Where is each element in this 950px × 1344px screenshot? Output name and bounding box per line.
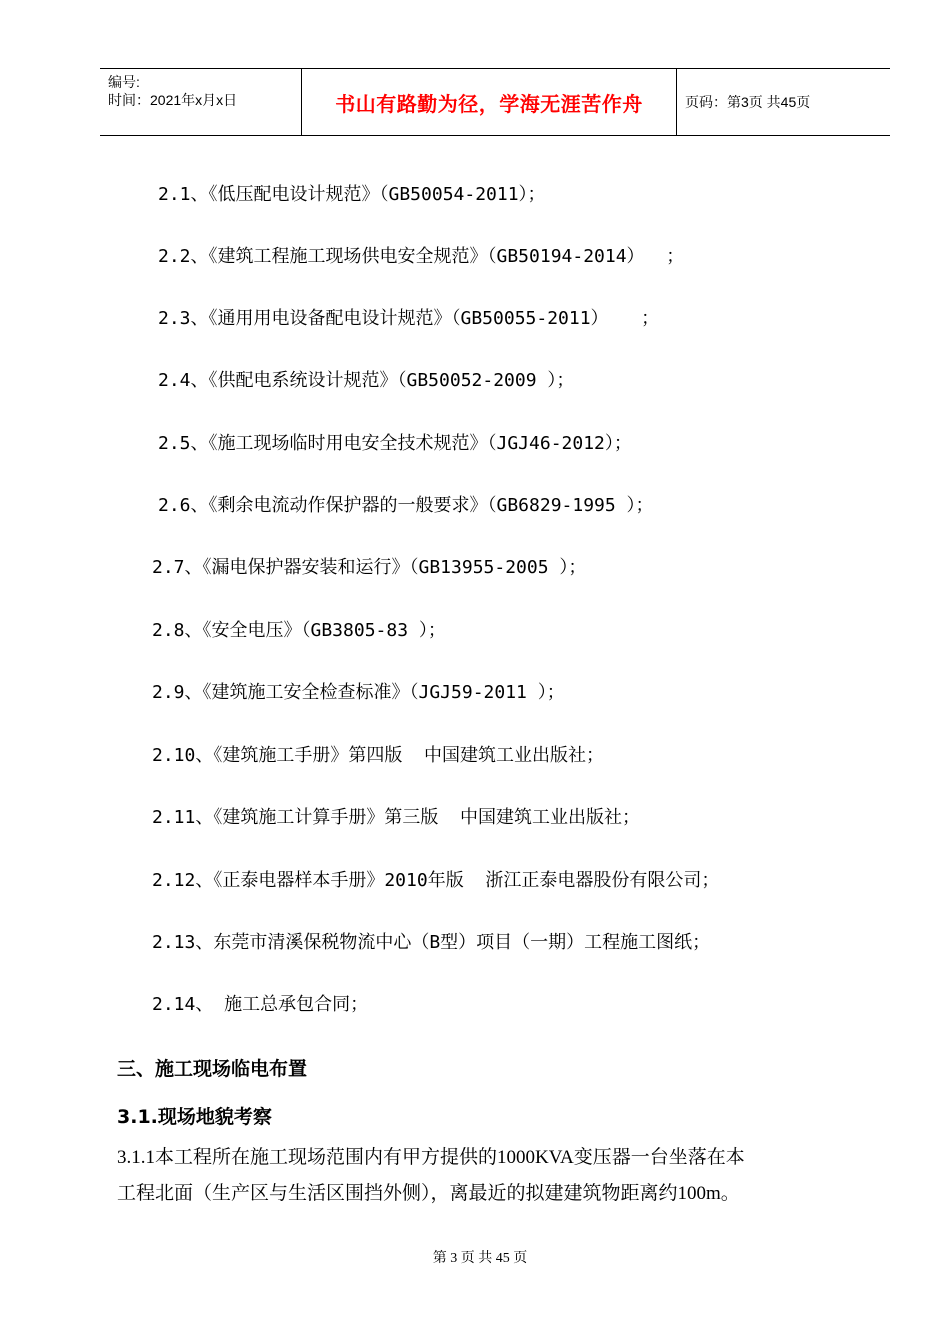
- reference-item: 2.7、《漏电保护器安装和运行》（GB13955-2005 ）；: [152, 557, 587, 578]
- reference-item: 2.3、《通用用电设备配电设计规范》（GB50055-2011） ；: [158, 308, 660, 329]
- page-header: [100, 68, 890, 136]
- reference-item: 2.5、《施工现场临时用电安全技术规范》（JGJ46-2012）；: [158, 433, 632, 454]
- reference-item: 2.14、 施工总承包合同；: [152, 994, 369, 1015]
- reference-item: 2.2、《建筑工程施工现场供电安全规范》（GB50194-2014） ；: [158, 246, 685, 267]
- page-footer: 第 3 页 共 45 页: [432, 1251, 528, 1266]
- reference-item: 2.9、《建筑施工安全检查标准》（JGJ59-2011 ）；: [152, 682, 565, 703]
- reference-item: 2.13、东莞市清溪保税物流中心（B型）项目（一期）工程施工图纸；: [152, 932, 711, 953]
- reference-item: 2.1、《低压配电设计规范》（GB50054-2011）；: [158, 184, 546, 205]
- reference-item: 2.10、《建筑施工手册》第四版 中国建筑工业出版社；: [152, 745, 605, 766]
- header-page-info: 页码：第3页 共45页: [685, 94, 811, 110]
- reference-item: 2.11、《建筑施工计算手册》第三版 中国建筑工业出版社；: [152, 807, 641, 828]
- section-title: 三、施工现场临电布置: [117, 1058, 308, 1080]
- reference-item: 2.8、《安全电压》（GB3805-83 ）；: [152, 620, 446, 641]
- header-meta: [100, 69, 302, 135]
- subsection-title: 3.1.现场地貌考察: [117, 1106, 272, 1128]
- reference-item: 2.4、《供配电系统设计规范》（GB50052-2009 ）；: [158, 370, 575, 391]
- document-time-label: 时间：2021年x月x日: [108, 92, 238, 108]
- document-number-label: 编号:: [108, 74, 140, 90]
- header-motto: 书山有路勤为径，学海无涯苦作舟: [302, 69, 677, 135]
- reference-item: 2.12、《正泰电器样本手册》2010年版 浙江正泰电器股份有限公司；: [152, 870, 720, 891]
- reference-item: 2.6、《剩余电流动作保护器的一般要求》（GB6829-1995 ）；: [158, 495, 654, 516]
- body-paragraph-line: 工程北面（生产区与生活区围挡外侧），离最近的拟建建筑物距离约100m。: [117, 1183, 740, 1204]
- body-paragraph-line: 3.1.1本工程所在施工现场范围内有甲方提供的1000KVA变压器一台坐落在本: [117, 1147, 745, 1168]
